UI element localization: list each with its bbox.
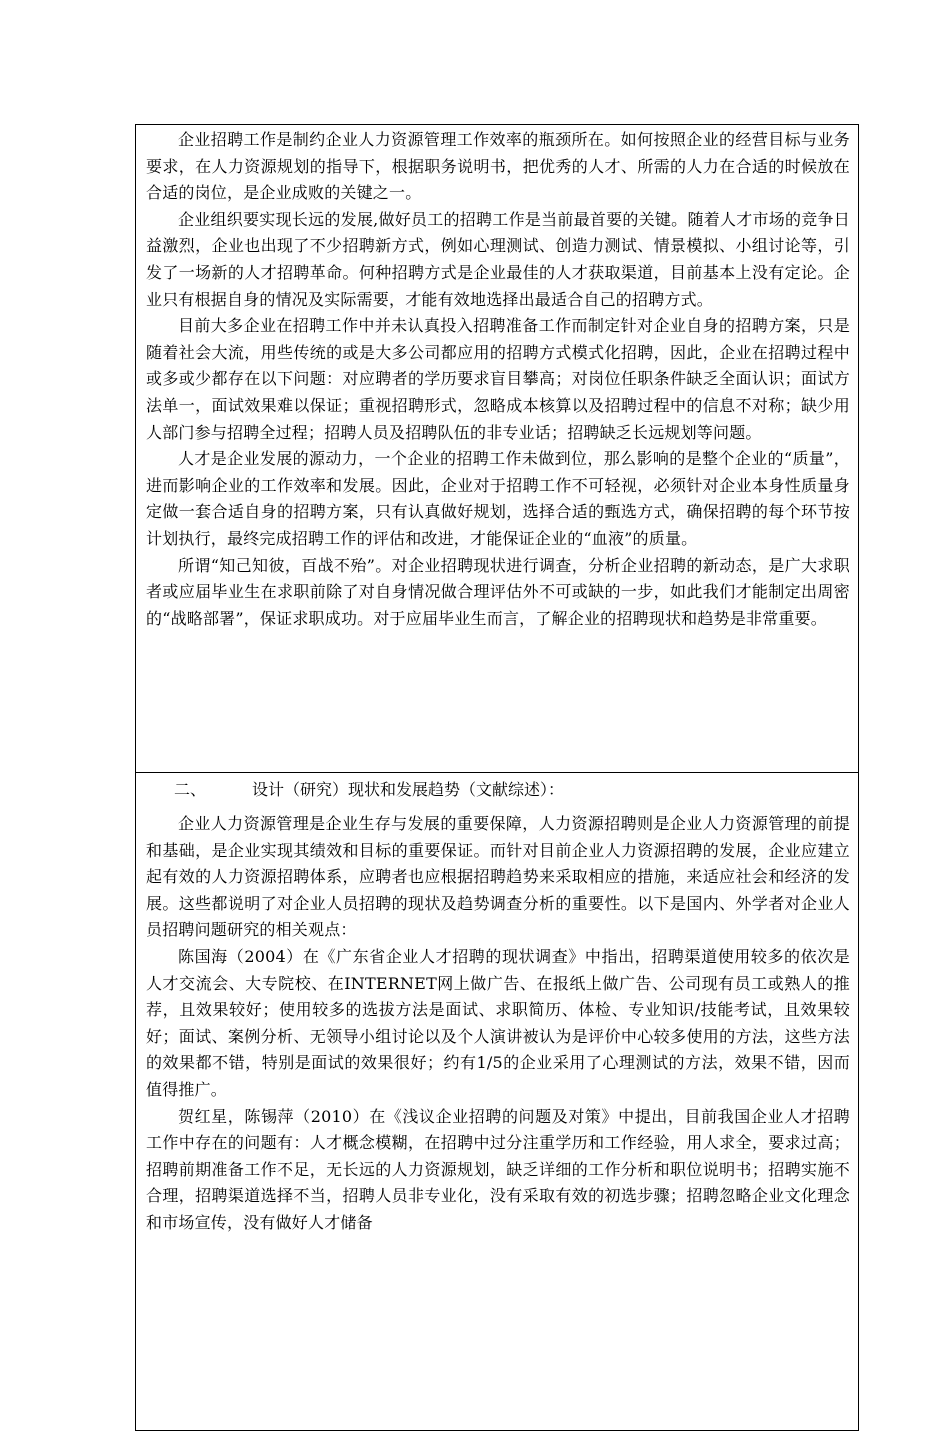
paragraph: 所谓“知己知彼，百战不殆”。对企业招聘现状进行调查，分析企业招聘的新动态，是广大求职者或应届毕业生在求职前除了对自身情况做合理评估外不可或缺的一步，如此我们才能制定出周密的“战略部署”，保证求职成功。对于应届毕业生而言，了解企业的招聘现状和趋势是非常重要。 — [146, 555, 850, 628]
section-1-cell — [136, 125, 858, 773]
paragraph: 企业组织要实现长远的发展,做好员工的招聘工作是当前最首要的关键。随着人才市场的竞争日益激烈，企业也出现了不少招聘新方式，例如心理测试、创造力测试、情景模拟、小组讨论等，引发了一场新的人才招聘革命。何种招聘方式是企业最佳的人才获取渠道，目前基本上没有定论。企业只有根据自身的情况及实际需要，才能有效地选择出最适合自己的招聘方式。 — [146, 209, 850, 309]
paragraph: 贺红星，陈锡萍（2010）在《浅议企业招聘的问题及对策》中提出，目前我国企业人才招聘工作中存在的问题有：人才概念模糊，在招聘中过分注重学历和工作经验，用人求全，要求过高；招聘前期准备工作不足，无长远的人力资源规划，缺乏详细的工作分析和职位说明书；招聘实施不合理，招聘渠道选择不当，招聘人员非专业化，没有采取有效的初选步骤；招聘忽略企业文化理念和市场宣传，没有做好人才储备 — [146, 1106, 850, 1232]
section-2-cell — [136, 773, 858, 1430]
paragraph: 目前大多企业在招聘工作中并未认真投入招聘准备工作而制定针对企业自身的招聘方案，只是随着社会大流，用些传统的或是大多公司都应用的招聘方式模式化招聘，因此，企业在招聘过程中或多或少都存在以下问题：对应聘者的学历要求盲目攀高；对岗位任职条件缺乏全面认识；面试方法单一，面试效果难以保证；重视招聘形式，忽略成本核算以及招聘过程中的信息不对称；缺少用人部门参与招聘全过程；招聘人员及招聘队伍的非专业话；招聘缺乏长远规划等问题。 — [146, 316, 850, 442]
report-table — [135, 124, 859, 1431]
section-heading — [174, 777, 850, 803]
paragraph: 企业人力资源管理是企业生存与发展的重要保障，人力资源招聘则是企业人力资源管理的前提和基础，是企业实现其绩效和目标的重要保证。而针对目前企业人力资源招聘的发展，企业应建立起有效的人力资源招聘体系，应聘者也应根据招聘趋势来采取相应的措施，来适应社会和经济的发展。这些都说明了对企业人员招聘的现状及趋势调查分析的重要性。以下是国内、外学者对企业人员招聘问题研究的相关观点： — [146, 814, 850, 940]
paragraph: 陈国海（2004）在《广东省企业人才招聘的现状调查》中指出，招聘渠道使用较多的依次是人才交流会、大专院校、在INTERNET网上做广告、在报纸上做广告、公司现有员工或熟人的推荐，且效果较好；使用较多的选拔方法是面试、求职简历、体检、专业知识/技能考试，且效果较好；面试、案例分析、无领导小组讨论以及个人演讲被认为是评价中心较多使用的方法，这些方法的效果都不错，特别是面试的效果很好；约有1/5的企业采用了心理测试的方法，效果不错，因而值得推广。 — [146, 946, 850, 1099]
paragraph: 企业招聘工作是制约企业人力资源管理工作效率的瓶颈所在。如何按照企业的经营目标与业务要求，在人力资源规划的指导下，根据职务说明书，把优秀的人才、所需的人力在合适的时候放在合适的岗位，是企业成败的关键之一。 — [146, 130, 850, 203]
section-title: 设计（研究）现状和发展趋势（文献综述）： — [252, 780, 565, 799]
paragraph: 人才是企业发展的源动力，一个企业的招聘工作未做到位，那么影响的是整个企业的“质量”，进而影响企业的工作效率和发展。因此，企业对于招聘工作不可轻视，必须针对企业本身性质量身定做一套合适自身的招聘方案，只有认真做好规划，选择合适的甄选方式，确保招聘的每个环节按计划执行，最终完成招聘工作的评估和改进，才能保证企业的“血液”的质量。 — [146, 449, 850, 548]
section-number: 二、 — [174, 780, 207, 799]
